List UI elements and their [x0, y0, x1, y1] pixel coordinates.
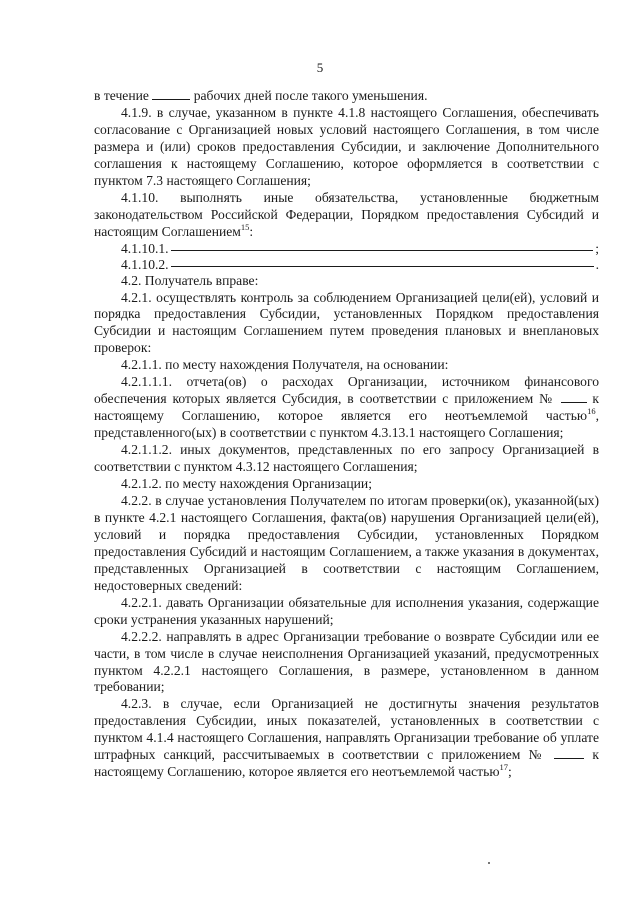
item-end: .	[595, 256, 599, 272]
paragraph-4-2-3	[94, 696, 599, 781]
paragraph-4-2-2-1: 4.2.2.1. давать Организации обязательные для исполнения указания, содержащие сроки устранения указанных нарушений;	[94, 594, 599, 627]
paragraph-4-2-1-1: 4.2.1.1. по месту нахождения Получателя, на основании:	[121, 357, 449, 373]
paragraph-4-2-2-2: 4.2.2.2. направлять в адрес Организации требование о возврате Субсидии или ее части, в том числе в случае неисполнения Организацией указаний, предусмотренных пунктом 4.2.2.1 настоящего Соглашения, в размере, установленном в данном требовании;	[94, 628, 599, 695]
item-end: ;	[595, 240, 599, 256]
footnote-ref-16: 16	[587, 406, 596, 417]
paragraph-4-1-9: 4.1.9. в случае, указанном в пункте 4.1.8 настоящего Соглашения, обеспечивать согласование с Организацией новых условий настоящего Соглашения, в том числе размера и (или) сроков предоставления Субсидии, и заключение Дополнительного соглашения к настоящему Соглашению, которое оформляется в соответствии с пунктом 7.3 настоящего Соглашения;	[94, 104, 599, 188]
paragraph-4-2: 4.2. Получатель вправе:	[121, 272, 259, 288]
text-fragment: 4.2.1.1.1. отчета(ов) о расходах Организации, источником финансового обеспечения которых является Субсидия, в соответствии с приложением	[94, 374, 599, 407]
paragraph-4-2-1: 4.2.1. осуществлять контроль за соблюдением Организацией цели(ей), условий и порядка предоставления Субсидии, установленных Порядком предоставления Субсидии и настоящим Соглашением путем проведения плановых и внеплановых проверок:	[94, 289, 599, 356]
document-body	[94, 88, 599, 781]
paragraph-4-1-10	[94, 190, 599, 241]
text-fragment: ;	[507, 764, 512, 780]
text-fragment: , представленного(ых) в соответствии с пунктом 4.3.13.1 настоящего Соглашения;	[94, 408, 599, 441]
paragraph-4-2-2: 4.2.2. в случае установления Получателем по итогам проверки(ок), указанной(ых) в пункте 4.2.1 настоящего Соглашения, факта(ов) нарушения Организацией цели(ей), условий и порядка предоставления Субсидии, установленных Порядком предоставления Субсидий и настоящим Соглашением, а также указания в документах, представленных Организацией в соответствии с настоящим Соглашением, недостоверных сведений:	[94, 492, 599, 593]
paragraph-4-2-1-2: 4.2.1.2. по месту нахождения Организации;	[121, 476, 372, 492]
text-fragment: :	[249, 223, 254, 239]
footnote-ref-15: 15	[240, 221, 250, 232]
blank-days-field	[152, 88, 190, 100]
text-fragment: к настоящему Соглашению, которое является его неотъемлемой частью	[94, 747, 600, 780]
text-fragment: рабочих дней после такого уменьшения.	[193, 88, 428, 103]
blank-line	[171, 250, 594, 251]
text-fragment: к настоящему Соглашению, которое является его неотъемлемой частью	[94, 391, 599, 424]
text-fragment: в течение	[94, 88, 149, 103]
text-fragment: 4.1.10. выполнять иные обязательства, установленные бюджетным законодательством Российской Федерации, Порядком предоставления Субсидий и настоящим Соглашением	[94, 189, 599, 239]
item-4-1-10-2	[94, 257, 599, 273]
blank-appendix-number	[554, 747, 584, 759]
text-fragment: №	[539, 391, 555, 407]
scan-speck	[488, 862, 490, 864]
item-label: 4.1.10.2.	[121, 256, 169, 272]
blank-appendix-number	[561, 391, 587, 403]
text-fragment: 4.2.3. в случае, если Организацией не достигнуты значения результатов предоставления Субсидии, иных показателей, установленных в соответствии с пунктом 4.1.4 настоящего Соглашения, направлять Организации требование об уплате штрафных санкций, рассчитываемых в соответствии с приложением №	[94, 696, 599, 763]
blank-line	[171, 266, 594, 267]
page-number: 5	[316, 60, 324, 75]
paragraph-continuation	[94, 88, 599, 105]
item-label: 4.1.10.1.	[121, 240, 169, 256]
item-4-1-10-1	[94, 241, 599, 257]
paragraph-4-2-1-1-2: 4.2.1.1.2. иных документов, представленных по его запросу Организацией в соответствии с пунктом 4.3.12 настоящего Соглашения;	[94, 442, 599, 475]
footnote-ref-17: 17	[499, 762, 508, 773]
paragraph-4-2-1-1-1	[94, 374, 599, 442]
